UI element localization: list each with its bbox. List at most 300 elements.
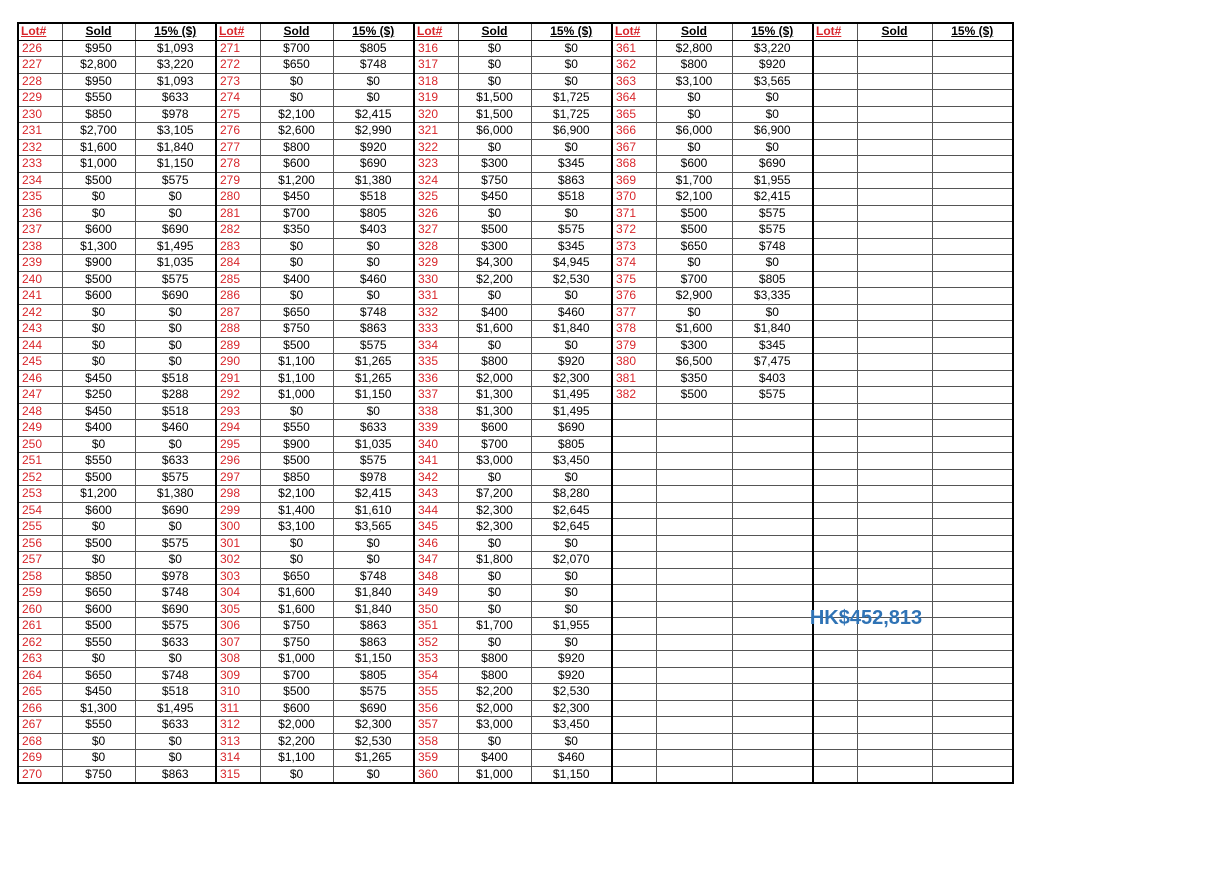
lot-number: 233 bbox=[18, 156, 62, 173]
commission-15pct: $575 bbox=[333, 684, 414, 701]
commission-15pct: $2,645 bbox=[531, 502, 612, 519]
lot-number: 238 bbox=[18, 238, 62, 255]
empty-cell bbox=[932, 304, 1013, 321]
commission-15pct: $863 bbox=[333, 321, 414, 338]
commission-15pct: $0 bbox=[531, 469, 612, 486]
commission-15pct: $403 bbox=[732, 370, 813, 387]
sold-price: $450 bbox=[458, 189, 531, 206]
empty-cell bbox=[932, 403, 1013, 420]
empty-cell bbox=[732, 651, 813, 668]
empty-cell bbox=[932, 585, 1013, 602]
empty-cell bbox=[612, 552, 656, 569]
table-row bbox=[18, 271, 1013, 288]
lot-number: 229 bbox=[18, 90, 62, 107]
table-row bbox=[18, 304, 1013, 321]
commission-15pct: $1,840 bbox=[732, 321, 813, 338]
lot-number: 288 bbox=[216, 321, 260, 338]
commission-15pct: $0 bbox=[135, 436, 216, 453]
empty-cell bbox=[656, 403, 732, 420]
commission-15pct: $288 bbox=[135, 387, 216, 404]
commission-15pct: $345 bbox=[531, 238, 612, 255]
commission-15pct: $0 bbox=[135, 750, 216, 767]
empty-cell bbox=[656, 453, 732, 470]
empty-cell bbox=[932, 387, 1013, 404]
empty-cell bbox=[857, 106, 932, 123]
empty-cell bbox=[612, 733, 656, 750]
table-row bbox=[18, 486, 1013, 503]
commission-15pct: $1,955 bbox=[732, 172, 813, 189]
empty-cell bbox=[612, 502, 656, 519]
sold-price: $2,200 bbox=[260, 733, 333, 750]
header-pct-5: 15% ($) bbox=[932, 23, 1013, 40]
commission-15pct: $690 bbox=[333, 700, 414, 717]
commission-15pct: $0 bbox=[531, 40, 612, 57]
empty-cell bbox=[813, 469, 857, 486]
commission-15pct: $978 bbox=[333, 469, 414, 486]
commission-15pct: $0 bbox=[333, 238, 414, 255]
commission-15pct: $0 bbox=[732, 255, 813, 272]
commission-15pct: $575 bbox=[732, 222, 813, 239]
empty-cell bbox=[932, 519, 1013, 536]
sold-price: $0 bbox=[458, 205, 531, 222]
commission-15pct: $805 bbox=[333, 667, 414, 684]
sold-price: $2,300 bbox=[458, 519, 531, 536]
sold-price: $0 bbox=[458, 585, 531, 602]
empty-cell bbox=[732, 750, 813, 767]
empty-cell bbox=[813, 354, 857, 371]
empty-cell bbox=[932, 420, 1013, 437]
empty-cell bbox=[612, 453, 656, 470]
lot-number: 243 bbox=[18, 321, 62, 338]
lot-number: 343 bbox=[414, 486, 458, 503]
sold-price: $450 bbox=[260, 189, 333, 206]
empty-cell bbox=[732, 766, 813, 783]
header-sold-3: Sold bbox=[458, 23, 531, 40]
commission-15pct: $920 bbox=[732, 57, 813, 74]
empty-cell bbox=[857, 222, 932, 239]
sold-price: $800 bbox=[458, 354, 531, 371]
lot-number: 268 bbox=[18, 733, 62, 750]
empty-cell bbox=[813, 73, 857, 90]
sold-price: $0 bbox=[62, 436, 135, 453]
lot-number: 337 bbox=[414, 387, 458, 404]
table-row bbox=[18, 717, 1013, 734]
empty-cell bbox=[732, 700, 813, 717]
commission-15pct: $748 bbox=[135, 667, 216, 684]
lot-number: 372 bbox=[612, 222, 656, 239]
empty-cell bbox=[813, 238, 857, 255]
sold-price: $1,600 bbox=[260, 585, 333, 602]
empty-cell bbox=[932, 222, 1013, 239]
empty-cell bbox=[732, 486, 813, 503]
empty-cell bbox=[813, 90, 857, 107]
lot-number: 324 bbox=[414, 172, 458, 189]
lot-number: 351 bbox=[414, 618, 458, 635]
commission-15pct: $575 bbox=[732, 205, 813, 222]
sold-price: $1,300 bbox=[62, 238, 135, 255]
empty-cell bbox=[656, 552, 732, 569]
table-row bbox=[18, 750, 1013, 767]
empty-cell bbox=[732, 717, 813, 734]
lot-number: 333 bbox=[414, 321, 458, 338]
lot-number: 381 bbox=[612, 370, 656, 387]
empty-cell bbox=[932, 733, 1013, 750]
empty-cell bbox=[612, 700, 656, 717]
empty-cell bbox=[813, 634, 857, 651]
commission-15pct: $518 bbox=[135, 370, 216, 387]
empty-cell bbox=[732, 684, 813, 701]
lot-number: 310 bbox=[216, 684, 260, 701]
sold-price: $0 bbox=[62, 337, 135, 354]
lot-number: 371 bbox=[612, 205, 656, 222]
empty-cell bbox=[857, 519, 932, 536]
empty-cell bbox=[656, 420, 732, 437]
lot-number: 353 bbox=[414, 651, 458, 668]
empty-cell bbox=[612, 568, 656, 585]
lot-number: 232 bbox=[18, 139, 62, 156]
sold-price: $0 bbox=[656, 304, 732, 321]
lot-number: 355 bbox=[414, 684, 458, 701]
table-row bbox=[18, 387, 1013, 404]
commission-15pct: $690 bbox=[135, 502, 216, 519]
lot-number: 299 bbox=[216, 502, 260, 519]
lot-number: 245 bbox=[18, 354, 62, 371]
header-sold-1: Sold bbox=[62, 23, 135, 40]
sold-price: $0 bbox=[62, 354, 135, 371]
lot-number: 357 bbox=[414, 717, 458, 734]
sold-price: $2,000 bbox=[458, 370, 531, 387]
lot-number: 377 bbox=[612, 304, 656, 321]
commission-15pct: $805 bbox=[531, 436, 612, 453]
commission-15pct: $3,450 bbox=[531, 717, 612, 734]
commission-15pct: $748 bbox=[333, 57, 414, 74]
commission-15pct: $633 bbox=[333, 420, 414, 437]
lot-number: 365 bbox=[612, 106, 656, 123]
lot-number: 269 bbox=[18, 750, 62, 767]
lot-number: 321 bbox=[414, 123, 458, 140]
empty-cell bbox=[813, 502, 857, 519]
sold-price: $0 bbox=[260, 766, 333, 783]
sold-price: $800 bbox=[458, 667, 531, 684]
empty-cell bbox=[857, 535, 932, 552]
empty-cell bbox=[857, 486, 932, 503]
commission-15pct: $633 bbox=[135, 717, 216, 734]
commission-15pct: $575 bbox=[135, 271, 216, 288]
lot-number: 263 bbox=[18, 651, 62, 668]
commission-15pct: $0 bbox=[333, 90, 414, 107]
commission-15pct: $4,945 bbox=[531, 255, 612, 272]
sold-price: $1,800 bbox=[458, 552, 531, 569]
sold-price: $600 bbox=[62, 601, 135, 618]
empty-cell bbox=[656, 667, 732, 684]
table-row bbox=[18, 469, 1013, 486]
commission-15pct: $3,450 bbox=[531, 453, 612, 470]
commission-15pct: $575 bbox=[135, 172, 216, 189]
empty-cell bbox=[656, 717, 732, 734]
sold-price: $0 bbox=[458, 40, 531, 57]
sold-price: $600 bbox=[62, 288, 135, 305]
sold-price: $6,000 bbox=[458, 123, 531, 140]
commission-15pct: $1,495 bbox=[531, 387, 612, 404]
empty-cell bbox=[656, 618, 732, 635]
table-row bbox=[18, 57, 1013, 74]
sold-price: $2,900 bbox=[656, 288, 732, 305]
lot-number: 251 bbox=[18, 453, 62, 470]
empty-cell bbox=[932, 288, 1013, 305]
commission-15pct: $0 bbox=[531, 601, 612, 618]
lot-number: 260 bbox=[18, 601, 62, 618]
empty-cell bbox=[857, 502, 932, 519]
sold-price: $500 bbox=[260, 337, 333, 354]
commission-15pct: $1,035 bbox=[333, 436, 414, 453]
empty-cell bbox=[932, 436, 1013, 453]
commission-15pct: $0 bbox=[732, 106, 813, 123]
empty-cell bbox=[612, 469, 656, 486]
commission-15pct: $690 bbox=[135, 601, 216, 618]
lot-number: 327 bbox=[414, 222, 458, 239]
sold-price: $0 bbox=[656, 139, 732, 156]
empty-cell bbox=[732, 568, 813, 585]
sold-price: $1,100 bbox=[260, 370, 333, 387]
lot-number: 340 bbox=[414, 436, 458, 453]
empty-cell bbox=[612, 651, 656, 668]
empty-cell bbox=[732, 436, 813, 453]
sold-price: $500 bbox=[656, 387, 732, 404]
lot-number: 374 bbox=[612, 255, 656, 272]
empty-cell bbox=[813, 139, 857, 156]
sold-price: $500 bbox=[62, 469, 135, 486]
sold-price: $800 bbox=[260, 139, 333, 156]
sold-price: $1,600 bbox=[458, 321, 531, 338]
sold-price: $500 bbox=[656, 222, 732, 239]
empty-cell bbox=[932, 469, 1013, 486]
sold-price: $0 bbox=[656, 90, 732, 107]
table-row bbox=[18, 684, 1013, 701]
commission-15pct: $1,955 bbox=[531, 618, 612, 635]
lot-number: 280 bbox=[216, 189, 260, 206]
empty-cell bbox=[813, 271, 857, 288]
lot-number: 361 bbox=[612, 40, 656, 57]
empty-cell bbox=[932, 189, 1013, 206]
lot-number: 271 bbox=[216, 40, 260, 57]
empty-cell bbox=[932, 552, 1013, 569]
commission-15pct: $0 bbox=[135, 304, 216, 321]
empty-cell bbox=[813, 403, 857, 420]
empty-cell bbox=[732, 469, 813, 486]
lot-number: 329 bbox=[414, 255, 458, 272]
commission-15pct: $748 bbox=[732, 238, 813, 255]
commission-15pct: $0 bbox=[531, 568, 612, 585]
lot-number: 347 bbox=[414, 552, 458, 569]
empty-cell bbox=[612, 750, 656, 767]
lot-number: 382 bbox=[612, 387, 656, 404]
commission-15pct: $1,495 bbox=[135, 238, 216, 255]
table-row bbox=[18, 123, 1013, 140]
commission-15pct: $2,415 bbox=[333, 106, 414, 123]
empty-cell bbox=[813, 288, 857, 305]
commission-15pct: $1,840 bbox=[333, 585, 414, 602]
commission-15pct: $0 bbox=[531, 585, 612, 602]
commission-15pct: $3,565 bbox=[732, 73, 813, 90]
commission-15pct: $3,565 bbox=[333, 519, 414, 536]
commission-15pct: $1,093 bbox=[135, 40, 216, 57]
commission-15pct: $805 bbox=[333, 40, 414, 57]
table-row bbox=[18, 519, 1013, 536]
empty-cell bbox=[813, 453, 857, 470]
commission-15pct: $1,265 bbox=[333, 750, 414, 767]
empty-cell bbox=[813, 304, 857, 321]
sold-price: $0 bbox=[458, 568, 531, 585]
lot-number: 290 bbox=[216, 354, 260, 371]
lot-number: 326 bbox=[414, 205, 458, 222]
empty-cell bbox=[932, 750, 1013, 767]
sold-price: $550 bbox=[62, 634, 135, 651]
table-row bbox=[18, 420, 1013, 437]
commission-15pct: $1,380 bbox=[135, 486, 216, 503]
empty-cell bbox=[656, 684, 732, 701]
empty-cell bbox=[656, 700, 732, 717]
sold-price: $300 bbox=[458, 238, 531, 255]
sold-price: $900 bbox=[62, 255, 135, 272]
empty-cell bbox=[813, 205, 857, 222]
header-lot-5: Lot# bbox=[813, 23, 857, 40]
lot-number: 300 bbox=[216, 519, 260, 536]
sold-price: $300 bbox=[458, 156, 531, 173]
lot-number: 354 bbox=[414, 667, 458, 684]
lot-number: 250 bbox=[18, 436, 62, 453]
lot-number: 284 bbox=[216, 255, 260, 272]
commission-15pct: $0 bbox=[333, 766, 414, 783]
empty-cell bbox=[813, 552, 857, 569]
empty-cell bbox=[932, 502, 1013, 519]
lot-number: 273 bbox=[216, 73, 260, 90]
table-row bbox=[18, 354, 1013, 371]
empty-cell bbox=[813, 387, 857, 404]
commission-15pct: $0 bbox=[732, 139, 813, 156]
commission-15pct: $3,105 bbox=[135, 123, 216, 140]
sold-price: $1,000 bbox=[260, 651, 333, 668]
commission-15pct: $1,725 bbox=[531, 90, 612, 107]
empty-cell bbox=[732, 667, 813, 684]
lot-number: 346 bbox=[414, 535, 458, 552]
commission-15pct: $2,990 bbox=[333, 123, 414, 140]
sold-price: $0 bbox=[62, 519, 135, 536]
empty-cell bbox=[656, 651, 732, 668]
commission-15pct: $0 bbox=[732, 90, 813, 107]
empty-cell bbox=[612, 717, 656, 734]
lot-number: 314 bbox=[216, 750, 260, 767]
commission-15pct: $575 bbox=[333, 453, 414, 470]
lot-number: 368 bbox=[612, 156, 656, 173]
sold-price: $0 bbox=[458, 337, 531, 354]
lot-number: 293 bbox=[216, 403, 260, 420]
lot-number: 302 bbox=[216, 552, 260, 569]
sold-price: $2,800 bbox=[62, 57, 135, 74]
commission-15pct: $690 bbox=[135, 222, 216, 239]
sold-price: $700 bbox=[260, 205, 333, 222]
empty-cell bbox=[813, 57, 857, 74]
empty-cell bbox=[813, 750, 857, 767]
lot-number: 286 bbox=[216, 288, 260, 305]
commission-15pct: $2,530 bbox=[531, 271, 612, 288]
empty-cell bbox=[656, 634, 732, 651]
empty-cell bbox=[656, 535, 732, 552]
lot-number: 239 bbox=[18, 255, 62, 272]
commission-15pct: $0 bbox=[333, 288, 414, 305]
table-row bbox=[18, 337, 1013, 354]
sold-price: $600 bbox=[458, 420, 531, 437]
commission-15pct: $1,265 bbox=[333, 370, 414, 387]
sold-price: $500 bbox=[62, 271, 135, 288]
empty-cell bbox=[857, 568, 932, 585]
sold-price: $500 bbox=[260, 453, 333, 470]
table-row bbox=[18, 139, 1013, 156]
empty-cell bbox=[857, 453, 932, 470]
lot-number: 261 bbox=[18, 618, 62, 635]
sold-price: $2,000 bbox=[458, 700, 531, 717]
sold-price: $450 bbox=[62, 403, 135, 420]
lot-number: 306 bbox=[216, 618, 260, 635]
sold-price: $650 bbox=[62, 667, 135, 684]
table-row bbox=[18, 73, 1013, 90]
table-row bbox=[18, 700, 1013, 717]
commission-15pct: $575 bbox=[135, 618, 216, 635]
header-lot-4: Lot# bbox=[612, 23, 656, 40]
empty-cell bbox=[612, 766, 656, 783]
sold-price: $4,300 bbox=[458, 255, 531, 272]
sold-price: $350 bbox=[260, 222, 333, 239]
commission-15pct: $748 bbox=[333, 568, 414, 585]
empty-cell bbox=[656, 568, 732, 585]
sold-price: $0 bbox=[458, 288, 531, 305]
commission-15pct: $1,265 bbox=[333, 354, 414, 371]
empty-cell bbox=[813, 766, 857, 783]
commission-15pct: $6,900 bbox=[732, 123, 813, 140]
empty-cell bbox=[612, 585, 656, 602]
empty-cell bbox=[612, 420, 656, 437]
sold-price: $500 bbox=[62, 535, 135, 552]
lot-number: 235 bbox=[18, 189, 62, 206]
lot-number: 254 bbox=[18, 502, 62, 519]
sold-price: $0 bbox=[62, 651, 135, 668]
sold-price: $600 bbox=[62, 222, 135, 239]
table-row bbox=[18, 370, 1013, 387]
table-row bbox=[18, 106, 1013, 123]
table-row bbox=[18, 766, 1013, 783]
commission-15pct: $1,150 bbox=[333, 651, 414, 668]
empty-cell bbox=[932, 634, 1013, 651]
empty-cell bbox=[857, 667, 932, 684]
empty-cell bbox=[612, 618, 656, 635]
empty-cell bbox=[932, 73, 1013, 90]
lot-number: 320 bbox=[414, 106, 458, 123]
empty-cell bbox=[932, 139, 1013, 156]
lot-number: 272 bbox=[216, 57, 260, 74]
empty-cell bbox=[857, 403, 932, 420]
auction-results-table bbox=[17, 22, 1014, 784]
commission-15pct: $1,610 bbox=[333, 502, 414, 519]
sold-price: $900 bbox=[260, 436, 333, 453]
lot-number: 278 bbox=[216, 156, 260, 173]
lot-number: 359 bbox=[414, 750, 458, 767]
commission-15pct: $690 bbox=[531, 420, 612, 437]
sold-price: $3,000 bbox=[458, 717, 531, 734]
commission-15pct: $2,070 bbox=[531, 552, 612, 569]
empty-cell bbox=[932, 205, 1013, 222]
header-sold-5: Sold bbox=[857, 23, 932, 40]
empty-cell bbox=[932, 667, 1013, 684]
sold-price: $550 bbox=[62, 453, 135, 470]
